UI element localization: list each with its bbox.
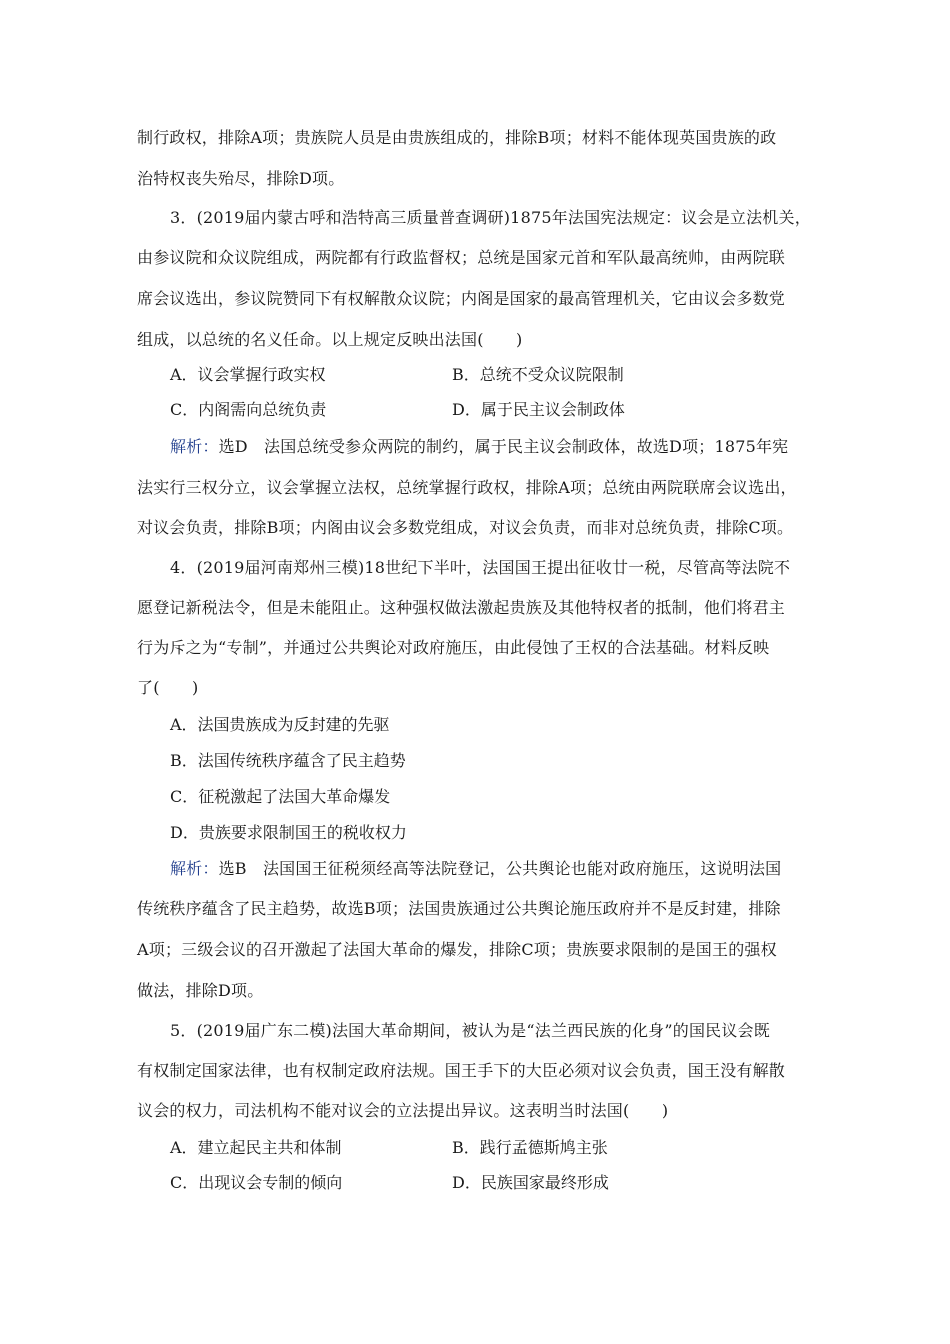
- q3-option-b: B．总统不受众议院限制: [452, 365, 624, 384]
- q4-answer-line-2: 传统秩序蕴含了民主趋势，故选B项；法国贵族通过公共舆论施压政府并不是反封建，排除: [137, 899, 781, 918]
- q4-option-b: B．法国传统秩序蕴含了民主趋势: [170, 751, 406, 770]
- q2-explanation-line-2: 治特权丧失殆尽，排除D项。: [137, 169, 345, 188]
- q4-stem-line-1: 4．(2019届河南郑州三模)18世纪下半叶，法国国王提出征收廿一税，尽管高等法院不: [170, 558, 791, 577]
- q5-option-c: C．出现议会专制的倾向: [170, 1173, 343, 1192]
- q5-stem-line-2: 有权制定国家法律，也有权制定政府法规。国王手下的大臣必须对议会负责，国王没有解散: [137, 1061, 786, 1080]
- q3-stem-line-1: 3．(2019届内蒙古呼和浩特高三质量普查调研)1875年法国宪法规定：议会是立法机关，: [170, 208, 811, 227]
- q4-stem-line-2: 愿登记新税法令，但是未能阻止。这种强权做法激起贵族及其他特权者的抵制，他们将君主: [137, 598, 786, 617]
- q3-stem-line-2: 由参议院和众议院组成，两院都有行政监督权；总统是国家元首和军队最高统帅，由两院联: [137, 248, 786, 267]
- q4-stem-line-4: 了( ): [137, 678, 199, 697]
- q5-stem-line-3: 议会的权力，司法机构不能对议会的立法提出异议。这表明当时法国( ): [137, 1101, 669, 1120]
- q3-stem-line-4: 组成，以总统的名义任命。以上规定反映出法国( ): [137, 330, 523, 349]
- q3-option-c: C．内阁需向总统负责: [170, 400, 327, 419]
- q5-option-a: A．建立起民主共和体制: [170, 1138, 342, 1157]
- q4-answer-text: 选B 法国国王征税须经高等法院登记，公共舆论也能对政府施压，这说明法国: [218, 859, 782, 878]
- q3-answer-text: 选D 法国总统受参众两院的制约，属于民主议会制政体，故选D项；1875年宪: [218, 437, 789, 456]
- q3-option-d: D．属于民主议会制政体: [452, 400, 625, 419]
- q4-stem-line-3: 行为斥之为“专制”，并通过公共舆论对政府施压，由此侵蚀了王权的合法基础。材料反映: [137, 638, 770, 657]
- q3-option-a: A．议会掌握行政实权: [170, 365, 326, 384]
- q5-option-d: D．民族国家最终形成: [452, 1173, 609, 1192]
- q4-answer-line-1: [170, 858, 850, 880]
- q4-answer-line-4: 做法，排除D项。: [137, 981, 264, 1000]
- q4-answer-line-3: A项；三级会议的召开激起了法国大革命的爆发，排除C项；贵族要求限制的是国王的强权: [137, 940, 777, 959]
- q4-option-c: C．征税激起了法国大革命爆发: [170, 787, 391, 806]
- q4-option-d: D．贵族要求限制国王的税收权力: [170, 823, 407, 842]
- q3-stem-line-3: 席会议选出，参议院赞同下有权解散众议院；内阁是国家的最高管理机关，它由议会多数党: [137, 289, 786, 308]
- q5-option-b: B．践行孟德斯鸠主张: [452, 1138, 608, 1157]
- q3-answer-line-2: 法实行三权分立，议会掌握立法权，总统掌握行政权，排除A项；总统由两院联席会议选出，: [137, 478, 797, 497]
- q4-answer-label: 解析：: [170, 859, 219, 878]
- q5-stem-line-1: 5．(2019届广东二模)法国大革命期间，被认为是“法兰西民族的化身”的国民议会既: [170, 1021, 770, 1040]
- q3-answer-line-1: [170, 436, 850, 458]
- q3-answer-label: 解析：: [170, 437, 219, 456]
- q3-answer-line-3: 对议会负责，排除B项；内阁由议会多数党组成，对议会负责，而非对总统负责，排除C项。: [137, 518, 794, 537]
- q2-explanation-line-1: 制行政权，排除A项；贵族院人员是由贵族组成的，排除B项；材料不能体现英国贵族的政: [137, 128, 777, 147]
- q4-option-a: A．法国贵族成为反封建的先驱: [170, 715, 390, 734]
